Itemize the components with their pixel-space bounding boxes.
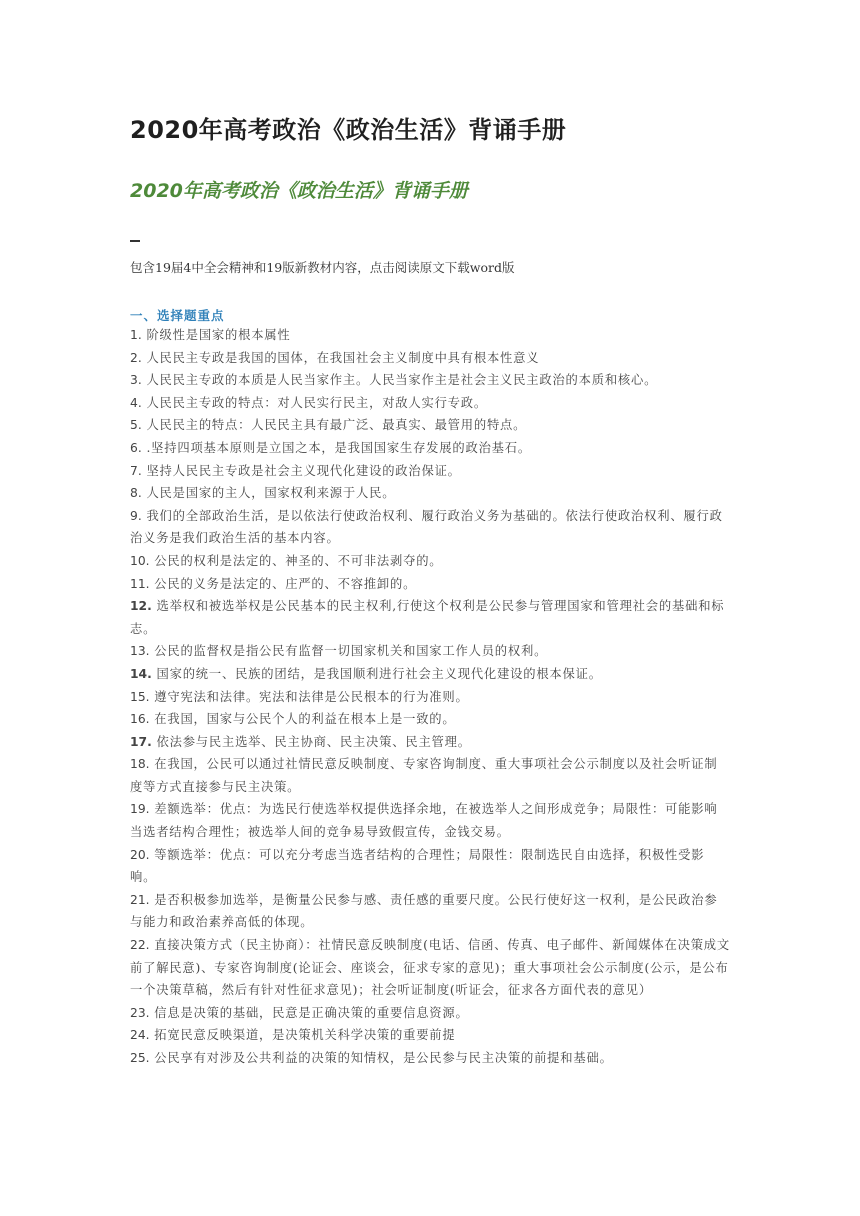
item-text: 阶级性是国家的根本属性 bbox=[141, 328, 291, 342]
list-item bbox=[130, 889, 730, 934]
list-item bbox=[130, 595, 730, 640]
list-item bbox=[130, 663, 730, 686]
list-item bbox=[130, 437, 730, 460]
item-number: 4. bbox=[130, 395, 142, 410]
item-text: 在我国，公民可以通过社情民意反映制度、专家咨询制度、重大事项社会公示制度以及社会听证制度等方式直接参与民主决策。 bbox=[130, 757, 718, 794]
list-item bbox=[130, 414, 730, 437]
item-text: 坚持人民民主专政是社会主义现代化建设的政治保证。 bbox=[141, 463, 461, 478]
list-item bbox=[130, 347, 730, 370]
item-number: 19. bbox=[130, 802, 150, 817]
item-number: 20. bbox=[130, 847, 150, 862]
item-number: 17. bbox=[130, 734, 152, 749]
key-points-list bbox=[130, 324, 730, 1070]
list-item bbox=[130, 934, 730, 1002]
divider bbox=[130, 240, 140, 242]
item-text: 人民民主专政的特点：对人民实行民主，对敌人实行专政。 bbox=[141, 395, 487, 410]
item-number: 5. bbox=[130, 418, 142, 433]
item-number: 15. bbox=[130, 689, 150, 704]
list-item bbox=[130, 798, 730, 843]
list-item bbox=[130, 505, 730, 550]
item-text: 等额选举：优点：可以充分考虑当选者结构的合理性；局限性：限制选民自由选择，积极性受影响。 bbox=[130, 847, 705, 885]
list-item bbox=[130, 1002, 730, 1025]
list-item bbox=[130, 708, 730, 731]
item-text: 人民民主专政的本质是人民当家作主。人民当家作主是社会主义民主政治的本质和核心。 bbox=[141, 373, 658, 388]
item-text: 信息是决策的基础，民意是正确决策的重要信息资源。 bbox=[149, 1005, 469, 1020]
list-item bbox=[130, 392, 730, 415]
list-item bbox=[130, 324, 730, 347]
item-text: .坚持四项基本原则是立国之本，是我国国家生存发展的政治基石。 bbox=[141, 440, 531, 455]
list-item bbox=[130, 844, 730, 889]
item-number: 16. bbox=[130, 712, 150, 727]
intro-text: 包含19届4中全会精神和19版新教材内容，点击阅读原文下载word版 bbox=[130, 260, 515, 275]
list-item bbox=[130, 686, 730, 709]
item-text: 公民的监督权是指公民有监督一切国家机关和国家工作人员的权利。 bbox=[149, 644, 548, 659]
item-text: 人民是国家的主人，国家权利来源于人民。 bbox=[141, 486, 396, 501]
item-number: 7. bbox=[130, 463, 142, 478]
item-text: 人民民主的特点：人民民主具有最广泛、最真实、最管用的特点。 bbox=[141, 418, 527, 433]
item-number: 18. bbox=[130, 757, 150, 772]
page-title: 2020年高考政治《政治生活》背诵手册 bbox=[130, 116, 567, 144]
list-item bbox=[130, 369, 730, 392]
item-text: 国家的统一、民族的团结，是我国顺利进行社会主义现代化建设的根本保证。 bbox=[151, 666, 602, 681]
item-number: 11. bbox=[130, 576, 150, 591]
item-text: 选举权和被选举权是公民基本的民主权利,行使这个权利是公民参与管理国家和管理社会的基础和标志。 bbox=[130, 599, 725, 636]
item-number: 12. bbox=[130, 599, 152, 614]
item-number: 22. bbox=[130, 938, 150, 953]
list-item bbox=[130, 573, 730, 596]
list-item bbox=[130, 1047, 730, 1070]
list-item bbox=[130, 731, 730, 754]
item-number: 1. bbox=[130, 328, 142, 342]
item-number: 21. bbox=[130, 892, 150, 907]
item-text: 依法参与民主选举、民主协商、民主决策、民主管理。 bbox=[151, 734, 471, 749]
list-item bbox=[130, 640, 730, 663]
item-number: 23. bbox=[130, 1005, 150, 1020]
item-text: 公民的义务是法定的、庄严的、不容推卸的。 bbox=[149, 576, 417, 591]
item-number: 10. bbox=[130, 553, 150, 568]
item-number: 6. bbox=[130, 440, 142, 455]
item-number: 25. bbox=[130, 1051, 150, 1065]
item-text: 我们的全部政治生活，是以依法行使政治权利、履行政治义务为基础的。依法行使政治权利、履行政治义务是我们政治生活的基本内容。 bbox=[130, 508, 723, 546]
item-number: 14. bbox=[130, 666, 152, 681]
item-text: 在我国，国家与公民个人的利益在根本上是一致的。 bbox=[149, 712, 456, 727]
item-number: 3. bbox=[130, 373, 142, 388]
list-item bbox=[130, 550, 730, 573]
list-item bbox=[130, 482, 730, 505]
item-text: 是否积极参加选举，是衡量公民参与感、责任感的重要尺度。公民行使好这一权利，是公民政治参与能力和政治素养高低的体现。 bbox=[130, 892, 718, 930]
item-number: 8. bbox=[130, 486, 142, 501]
item-text: 公民的权利是法定的、神圣的、不可非法剥夺的。 bbox=[149, 553, 443, 568]
item-text: 人民民主专政是我国的国体，在我国社会主义制度中具有根本性意义 bbox=[141, 350, 540, 365]
page-subtitle: 2020年高考政治《政治生活》背诵手册 bbox=[130, 180, 468, 202]
item-text: 差额选举：优点：为选民行使选举权提供选择余地，在被选举人之间形成竞争；局限性：可能影响当选者结构合理性；被选举人间的竞争易导致假宣传，金钱交易。 bbox=[130, 802, 718, 840]
list-item bbox=[130, 753, 730, 798]
item-number: 9. bbox=[130, 508, 142, 523]
item-number: 2. bbox=[130, 350, 142, 365]
item-number: 24. bbox=[130, 1028, 150, 1043]
section-heading: 一、选择题重点 bbox=[130, 308, 225, 323]
item-text: 遵守宪法和法律。宪法和法律是公民根本的行为准则。 bbox=[149, 689, 469, 704]
item-text: 直接决策方式（民主协商）：社情民意反映制度(电话、信函、传真、电子邮件、新闻媒体在决策成文前了解民意)、专家咨询制度(论证会、座谈会，征求专家的意见)；重大事项社会公示制度(公示，是公布一个决策草稿，然后有针对性征求意见)；社会听证制度(听证会，征求各方面代表的意见） bbox=[130, 938, 730, 998]
item-number: 13. bbox=[130, 644, 150, 659]
item-text: 公民享有对涉及公共利益的决策的知情权，是公民参与民主决策的前提和基础。 bbox=[149, 1051, 613, 1065]
item-text: 拓宽民意反映渠道，是决策机关科学决策的重要前提 bbox=[149, 1028, 456, 1043]
list-item bbox=[130, 460, 730, 483]
list-item bbox=[130, 1024, 730, 1047]
